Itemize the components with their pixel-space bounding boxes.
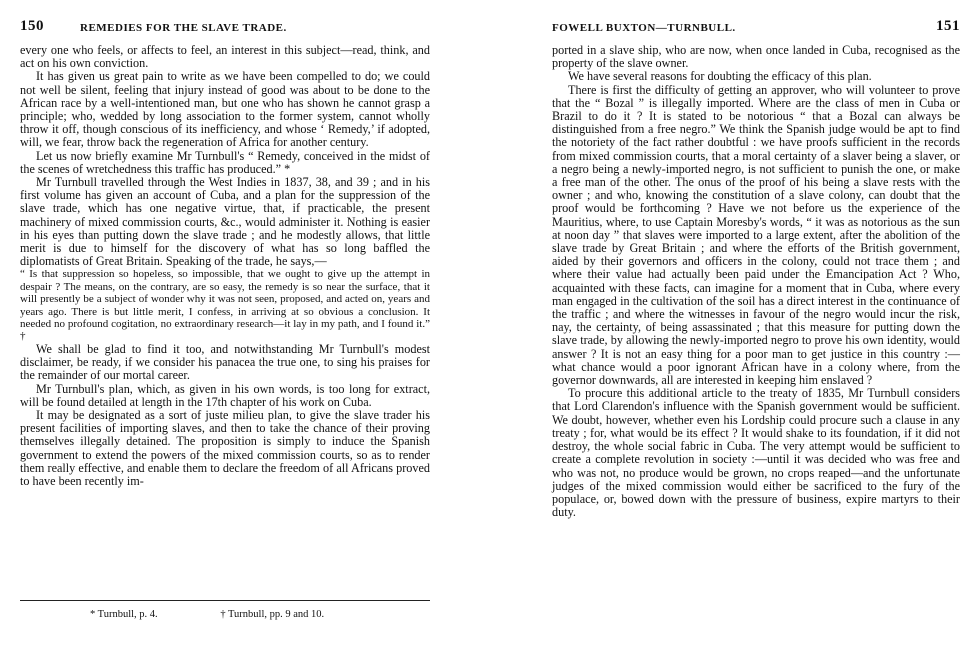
right-page-header bbox=[552, 18, 960, 42]
footnotes bbox=[20, 600, 430, 620]
paragraph: It has given us great pain to write as we have been compelled to do; we could not well be silent, feeling that injury instead of good was about to be done to the African race by a well-intentioned man, but one who has shown he cannot grasp a principle; who, wedded by long association to the former system, cannot wholly throw it off, though conscious of its inefficiency, and whose ‘ Remedy,’ if adopted, will, we fear, throw back the regeneration of Africa for another century. bbox=[20, 69, 430, 150]
paragraph: ported in a slave ship, who are now, when once landed in Cuba, recognised as the property of the slave owner. bbox=[552, 43, 960, 71]
right-page bbox=[490, 0, 980, 648]
left-page-body bbox=[20, 44, 430, 488]
running-head: REMEDIES FOR THE SLAVE TRADE. bbox=[80, 22, 287, 34]
running-head: FOWELL BUXTON—TURNBULL. bbox=[552, 22, 736, 34]
paragraph: To procure this additional article to the treaty of 1835, Mr Turnbull considers that Lord Clarendon's influence with the Spanish government would be sufficient. We doubt, however, whether even his Lordship could procure such a clause in any treaty ; for, what would be its effect ? It would shake to its foundation, if it did not destroy, the whole social fabric in Cuba. The very attempt would be sufficient to create a complete revolution in society :—until it was decided who was free and who was not, no produce would be grown, no crops reaped—and the unfortunate judges of the mixed commission would either be sacrificed to the fury of the populace, or, bowed down with the pressure of business, expire martyrs to their duty. bbox=[552, 386, 960, 520]
paragraph: It may be designated as a sort of juste milieu plan, to give the slave trader his present facilities of importing slaves, and then to take the chance of their proving themselves illegally detained. The proposition is simply to induce the Spanish government to extend the powers of the mixed commission courts, so as to render them really effective, and enable them to declare the freedom of all Africans proved to have been recently im- bbox=[20, 407, 430, 488]
footnote: † Turnbull, pp. 9 and 10. bbox=[220, 609, 325, 620]
paragraph: Mr Turnbull's plan, which, as given in his own words, is too long for extract, will be found detailed at length in the 17th chapter of his work on Cuba. bbox=[20, 381, 430, 409]
paragraph: Let us now briefly examine Mr Turnbull's “ Remedy, conceived in the midst of the scenes of wretchedness this traffic has produced.” * bbox=[20, 148, 430, 176]
paragraph: There is first the difficulty of getting an approver, who will volunteer to prove that the “ Bozal ” is illegally imported. Where are the class of men in Cuba or Brazil to do it ? It is stated to be notorious “ that a Bozal can always be distinguished from a free negro.” We think the Spanish judge would be apt to find the notoriety of the fact rather doubtful : we have proofs sufficient in the records from mixed commission courts, that a moral certainty of a slaver being a slaver, or a negro being a newly-imported negro, is not sufficient to punish the one, or make a free man of the other. The onus of the proof of his being a slave rests with the owner ; and who, knowing the constitution of a slave colony, can doubt that the proof would be forthcoming ? Have we not before us the experience of the Mauritius, where, to use Captain Moresby's words, “ it was as notorious as the sun at noon day ” that slaves were imported to a large extent, after the abolition of the slave trade by Great Britain ; and where the efforts of the British government, aided by their governors and officers in the colony, could not trace them ; and where their value had actually been paid under the Emancipation Act ? Who, acquainted with these facts, can imagine for a moment that in Cuba, where every man engaged in the cultivation of the soil has a direct interest in the continuance of the traffic ; and where the witnesses in favour of the negro would incur the risk, nay, the certainty, of being assassinated ; that this measure for putting down the slave trade, by allowing the newly-imported negro to prove his own identity, would answer ? It is not an easy thing for a poor man to get justice in this country :— what chance would a poor ignorant African have in a colony where, from the governor downwards, all are interested in keeping him enslaved ? bbox=[552, 82, 960, 388]
footnote: * Turnbull, p. 4. bbox=[90, 609, 158, 620]
right-page-body bbox=[552, 44, 960, 519]
page-number: 150 bbox=[20, 18, 44, 34]
left-page-header bbox=[20, 18, 430, 42]
paragraph: Mr Turnbull travelled through the West Indies in 1837, 38, and 39 ; and in his first volume has given an account of Cuba, and a plan for the suppression of the slave trade, which has one negative virtue, that, if practicable, the present machinery of mixed commission courts, &c., would administer it. Nothing is easier in his eyes than putting down the slave trade ; and he modestly allows, that little merit is due to himself for the discovery of what has so long baffled the diplomatists of Great Britain. Speaking of the trade, he says,— bbox=[20, 175, 430, 269]
paragraph: We have several reasons for doubting the efficacy of this plan. bbox=[568, 69, 872, 84]
page-number: 151 bbox=[936, 18, 960, 34]
block-quote: “ Is that suppression so hopeless, so impossible, that we ought to give up the attempt in despair ? The means, on the contrary, are so easy, the remedy is so near the surface, that it will presently be a subject of wonder why it was not seen, proposed, and acted on, years and years ago. There is but little merit, I confess, in arriving at so obvious a conclusion. It needed no profound cogitation, no extraordinary research—it lay in my path, and I found it.” † bbox=[20, 268, 430, 343]
paragraph: We shall be glad to find it too, and notwithstanding Mr Turnbull's modest disclaimer, be ready, if we consider his panacea the true one, to sing his praises for the remainder of our mortal career. bbox=[20, 341, 430, 383]
paragraph: every one who feels, or affects to feel, an interest in this subject—read, think, and act on his own conviction. bbox=[20, 43, 430, 71]
